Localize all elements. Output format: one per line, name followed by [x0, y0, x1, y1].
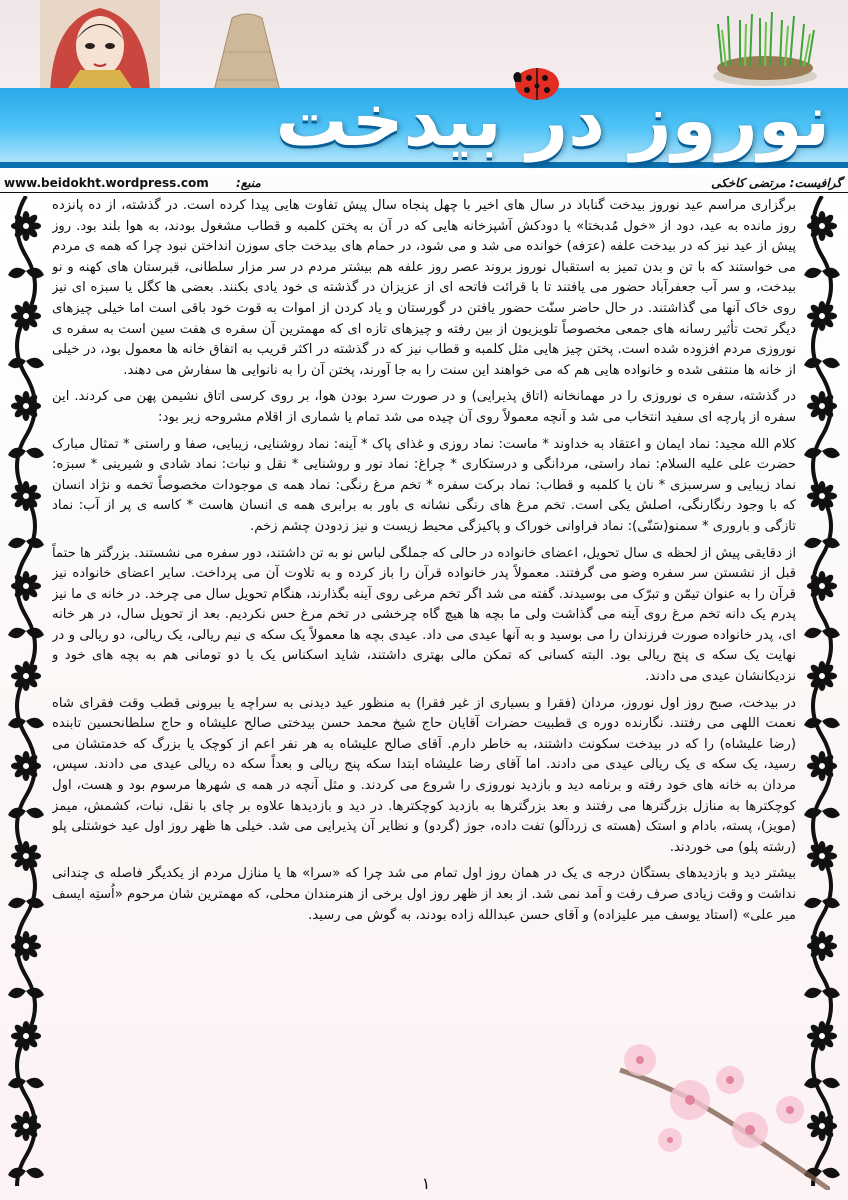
flower-ornament: [11, 661, 41, 691]
source-label: منبع:: [236, 176, 261, 190]
flower-ornament: [807, 481, 837, 511]
flower-ornament: [11, 571, 41, 601]
flower-ornament: [11, 1021, 41, 1051]
flower-ornament: [11, 841, 41, 871]
flower-ornament: [11, 481, 41, 511]
credits-row: [0, 175, 848, 193]
flower-ornament: [11, 391, 41, 421]
paragraph: برگزاری مراسم عید نوروز بیدخت گناباد در سال های اخیر با چهل پنجاه سال پیش تفاوت هایی پیدا کرده است. در گذشته، از ده پانزده روز مانده به عید، دود از «خول مُدبختا» یا دودکش آشپزخانه هایی که در آن به پختن کلمبه و قطاب مشغول بودند، به هوا بلند بود. روز پیش از عید نیز که در بیدخت علفه (عرَفه) خوانده می شد و می شود، در حمام های بیدخت جای سوزن انداختن نبود چرا که همه ی مردم می خواستند که با تن و بدن تمیز به استقبال نوروز بروند عصر روز علفه هم بیشتر مردم در سر مزار سلطانی، قبرستان های کهنه و نو بیدخت، و سر آب جعفرآباد حضور می یافتند تا با قرائت فاتحه ای از عزیزان در گذشته ی خود یادی بکنند. بعضی ها کگل یا سبزه ای نیز روی خاک آنها می گذاشتند. در حال حاضر سنّت حضور یافتن در گورستان و یاد کردن از اموات به قوت خود باقی است اما خیلی چیزهای دیگر تحت تأثیر رسانه های جمعی مخصوصاً تلویزیون از بین رفته و چیزهای تازه ای که مهمترین آن سفره ی هفت سین است به سفره ی نوروزی مردم افزوده شده است. پختن چیز هایی مثل کلمبه و قطاب نیز که در گذشته در اکثر قریب به اتفاق خانه ها معمول بود، در خیلی از خانه ها منتفی شده و خانواده هایی هم که می خواهند این سنت را به جا آورند، پختن آن را به نانوایی ها سفارش می دهند.: [52, 198, 796, 378]
graphic-designer-credit: گرافیست: مرتضی کاخکی: [711, 176, 842, 190]
paragraph: در گذشته، سفره ی نوروزی را در مهمانخانه (اتاق پذیرایی) و در صورت سرد بودن هوا، بر روی کرسی اتاق نشیمن پهن می کردند. این سفره از پارچه ای سفید انتخاب می شد و آنچه معمولاً روی آن چیده می شد تمام یا شماری از اقلام مشروحه زیر بود:: [52, 389, 796, 425]
flower-ornament: [807, 391, 837, 421]
flower-ornament: [807, 751, 837, 781]
flower-ornament: [807, 301, 837, 331]
flower-ornament: [807, 931, 837, 961]
paragraph: در بیدخت، صبح روز اول نوروز، مردان (فقرا و بسیاری از غیر فقرا) به منظور عید دیدنی به سراچه یا بیرونی قطب وقت فقرای شاه نعمت اللهی می رفتند. نگارنده دوره ی قطبیت حضرات آقایان حاج شیخ محمد حسن بیدختی صالح علیشاه و حاج سلطانحسین تابنده (رضا علیشاه) را که در بیدخت سکونت داشتند، به خاطر دارم. آقای صالح علیشاه به هر نفر اعم از کوچک یا بزرگ که خدمتشان می رسید، یک سکه ی یک ریالی عیدی می دادند. اما آقای رضا علیشاه ابتدا سکه پنج ریالی و بعداً سکه ده ریالی عیدی می دادند. سپس، مردان به خانه های خود رفته و برنامه دید و بازدید نوروزی را شروع می کردند. و مثل آنچه در همه ی شهرها مرسوم بود و هست، اول کوچکترها به منازل بزرگترها می رفتند و بعد بزرگترها به بازدید کوچکترها. در دید و بازدیدها علاوه بر چای با نقل، نبات، کشمش، میمز (مویز)، پسته، بادام و استک (هسته ی زردآلو) تفت داده، جوز (گردو) و نظایر آن پذیرایی می شد. خیلی ها ظهر روز اول عید خوشتلی پلو (رشته پلو) می خوردند.: [52, 695, 796, 855]
floral-border-left: [4, 196, 48, 1186]
paragraph: بیشتر دید و بازدیدهای بستگان درجه ی یک در همان روز اول تمام می شد چرا که «سرا» ها یا منازل مردم از یکدیگر فاصله ی چندانی نداشت و وقت زیادی صرف رفت و آمد نمی شد. از بعد از ظهر روز اول برخی از هنرمندان محلی، که مهمترین شان مرحوم «اُستِه ایسف میر علی» (استاد یوسف میر علیزاده) و آقای حسن عبدالله زاده بودند، به گوش می رسید.: [52, 866, 796, 923]
flower-ornament: [11, 931, 41, 961]
flower-ornament: [807, 661, 837, 691]
flower-ornament: [11, 211, 41, 241]
divider: [0, 192, 848, 193]
flower-ornament: [11, 301, 41, 331]
flower-ornament: [807, 841, 837, 871]
paragraph: کلام الله مجید: نماد ایمان و اعتقاد به خداوند * ماست: نماد روزی و غذای پاک * آینه: نماد روشنایی، زیبایی، صفا و راستی * تمثال مبارک حضرت علی علیه السلام: نماد راستی، مردانگی و درستکاری * چراغ: نماد نور و روشنایی * نقل و نبات: نماد شادی و شیرینی * سبزه: نماد زیبایی و سرسبزی * نان یا کلمبه و قطاب: نماد برکت سفره * تخم مرغ رنگی: نماد همه ی موجودات مخصوصاً تخمه و نژاد انسان که با وجود رنگارنگی، اصلش یکی است. تخم مرغ های رنگی نشانه ی باور به برابری همه ی انسان هاست * کاسه ی پر از آب: نماد تازگی و باروری * سمنو(سَنّی): نماد فراوانی خوراک و پاکیزگی محیط زیست و نیز زدودن چشم زخم.: [52, 436, 796, 534]
flower-ornament: [11, 1111, 41, 1141]
paragraph: از دقایقی پیش از لحظه ی سال تحویل، اعضای خانواده در حالی که جملگی لباس نو به تن داشتند، دور سفره می نشستند. بزرگتر ها حتماً قبل از نشستن سر سفره وضو می گرفتند. معمولاً پدر خانواده قرآن را باز کرده و به تلاوت آن می پرداخت. سایر اعضای خانواده نیز قرآن را به عنوان تیمّن و تبرّک می بوسیدند. گفته می شد اگر تخم مرغی روی آینه بگذارند، هنگام تحویل سال می چرخد. در خانه ی ما نیز پدرم یک دانه تخم مرغ روی آینه می گذاشت ولی ما بچه ها هیچ گاه چرخشی در تخم مرغ حس نکردیم. بعد از تحویل سال، در هر خانه ای، پدر خانواده صورت فرزندان را می بوسید و به آنها عیدی می داد. عیدی بچه ها معمولاً یک سکه ی نیم ریالی، یک ریالی، دو ریالی و در نهایت یک سکه ی پنج ریالی بود. البته کسانی که تمکن مالی بهتری داشتند، شاید اسکناس یک یا دو تومانی هم به بچه های خود و نزدیکانشان عیدی می دادند.: [52, 545, 796, 685]
flower-ornament: [11, 751, 41, 781]
page-title: نوروز در بیدخت: [275, 78, 830, 162]
qajar-portrait-illustration: [40, 0, 160, 100]
page-number: ١: [421, 1174, 431, 1193]
source-url: www.beidokht.wordpress.com: [4, 176, 209, 190]
header-banner: [0, 0, 848, 175]
flower-ornament: [807, 571, 837, 601]
cherry-blossom-branch: [560, 990, 830, 1190]
flower-ornament: [807, 211, 837, 241]
